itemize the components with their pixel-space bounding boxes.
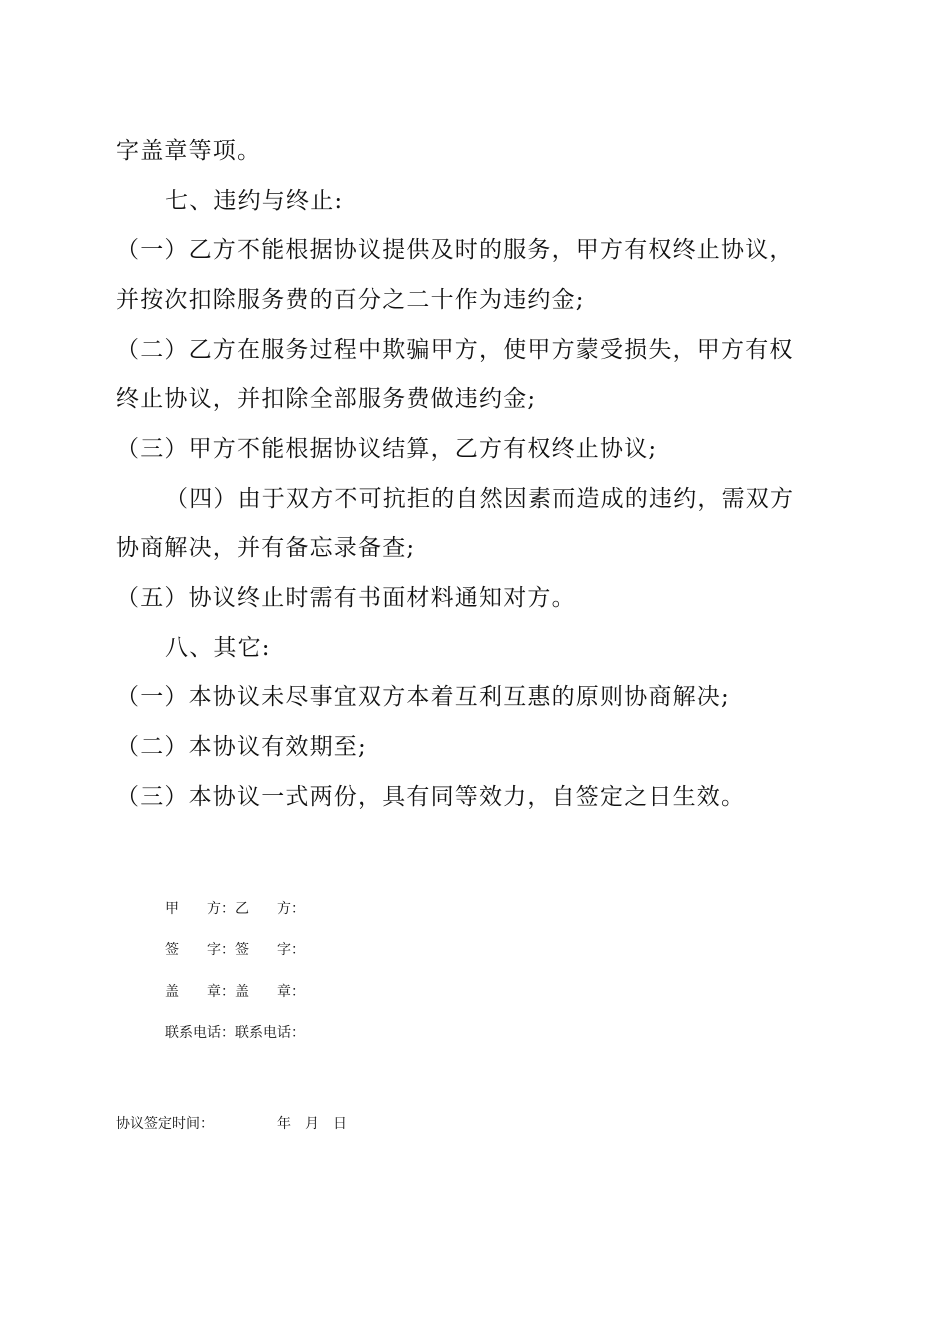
section-heading-8: 八、其它: [165,635,271,661]
text-line-3: （一）乙方不能根据协议提供及时的服务，甲方有权终止协议， [116,237,794,263]
text-line-5: （二）乙方在服务过程中欺骗甲方，使甲方蒙受损失，甲方有权 [116,337,794,363]
text-line-10: （五）协议终止时需有书面材料通知对方。 [116,585,576,611]
signature-party-row: 甲 方：乙 方： [165,901,305,917]
text-line-6: 终止协议，并扣除全部服务费做违约金; [116,386,537,412]
signature-phone-row: 联系电话：联系电话： [165,1025,305,1041]
text-line-9: 协商解决，并有备忘录备查; [116,535,416,561]
text-line-4: 并按次扣除服务费的百分之二十作为违约金; [116,287,585,313]
text-line-12: （一）本协议未尽事宜双方本着互利互惠的原则协商解决; [116,684,730,710]
signature-seal-row: 盖 章：盖 章： [165,984,305,1000]
text-line-7: （三）甲方不能根据协议结算，乙方有权终止协议; [116,436,658,462]
text-line-1: 字盖章等项。 [116,138,262,164]
section-heading-7: 七、违约与终止: [165,188,344,214]
signature-sign-row: 签 字：签 字： [165,942,305,958]
text-line-8: （四）由于双方不可抗拒的自然因素而造成的违约，需双方 [165,486,795,512]
text-line-14: （三）本协议一式两份，具有同等效力，自签定之日生效。 [116,784,746,810]
text-line-13: （二）本协议有效期至; [116,734,367,760]
agreement-date-line: 协议签定时间： 年 月 日 [116,1116,347,1132]
